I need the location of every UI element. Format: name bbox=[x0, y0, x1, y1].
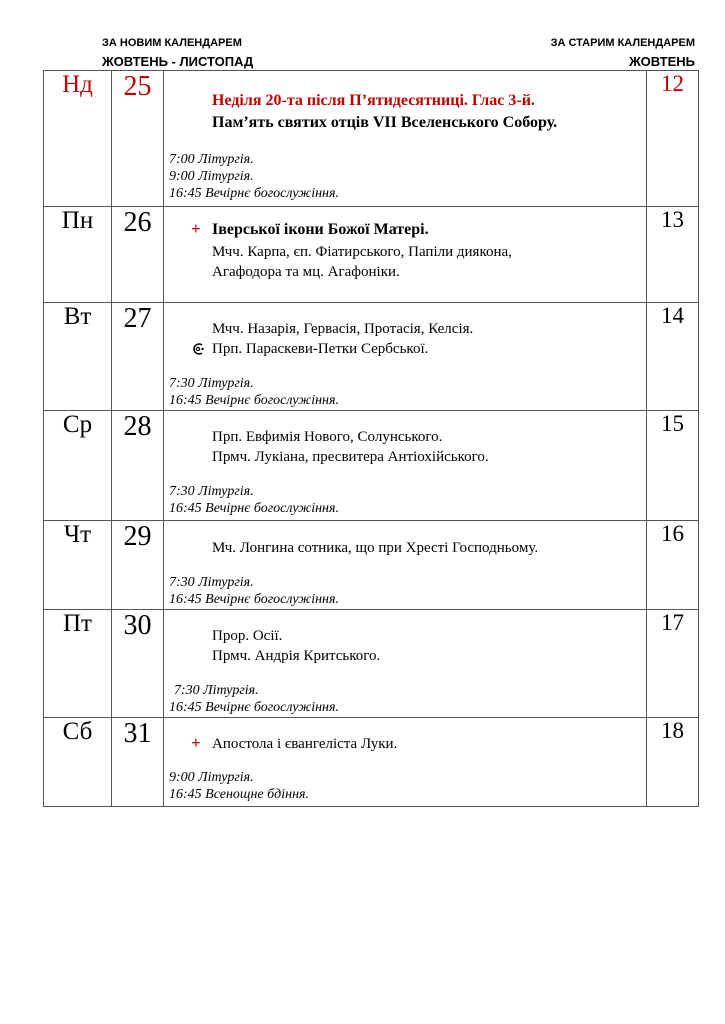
calendar-row bbox=[44, 303, 699, 411]
calendar-row bbox=[44, 521, 699, 610]
day-of-week: Ср bbox=[44, 411, 112, 521]
day-content bbox=[164, 521, 647, 610]
commemoration-line: Прп. Параскеви-Петки Сербської. bbox=[212, 341, 429, 357]
commemoration-line: Прп. Евфимія Нового, Солунського. bbox=[212, 429, 443, 445]
day-of-week: Пт bbox=[44, 610, 112, 718]
day-of-week: Чт bbox=[44, 521, 112, 610]
commemoration-line: Агафодора та мц. Агафоніки. bbox=[212, 264, 400, 280]
day-content bbox=[164, 303, 647, 411]
feast-commemoration: Пам’ять святих отців VII Вселенського Собору. bbox=[212, 114, 558, 131]
feast-cross-icon: + bbox=[191, 219, 201, 238]
commemoration-line: Прмч. Андрія Критського. bbox=[212, 648, 381, 664]
old-calendar-day: 14 bbox=[647, 303, 699, 411]
day-number: 31 bbox=[112, 718, 164, 807]
commemoration-line: Прор. Осії. bbox=[212, 628, 283, 644]
day-number: 25 bbox=[112, 71, 164, 207]
service-time: 16:45 Всенощне бдіння. bbox=[169, 787, 310, 802]
day-number: 26 bbox=[112, 207, 164, 303]
calendar-row bbox=[44, 610, 699, 718]
typikon-sign-icon bbox=[191, 342, 205, 356]
calendar-table bbox=[43, 70, 699, 807]
day-number: 29 bbox=[112, 521, 164, 610]
feast-title: Неділя 20-та після П’ятидесятниці. Глас 3-й. bbox=[212, 92, 535, 109]
old-calendar-day: 12 bbox=[647, 71, 699, 207]
feast-title: Іверської ікони Божої Матері. bbox=[212, 221, 429, 238]
day-of-week: Нд bbox=[44, 71, 112, 207]
new-calendar-months: ЖОВТЕНЬ - ЛИСТОПАД bbox=[102, 54, 254, 69]
commemoration-line: Мчч. Карпа, єп. Фіатирського, Папіли диякона, bbox=[212, 244, 512, 260]
calendar-row bbox=[44, 718, 699, 807]
day-content bbox=[164, 207, 647, 303]
old-calendar-day: 17 bbox=[647, 610, 699, 718]
day-content bbox=[164, 411, 647, 521]
day-of-week: Вт bbox=[44, 303, 112, 411]
day-content bbox=[164, 610, 647, 718]
day-content bbox=[164, 71, 647, 207]
service-time: 7:30 Літургія. bbox=[169, 484, 254, 499]
old-calendar-month: ЖОВТЕНЬ bbox=[629, 54, 695, 69]
new-calendar-label: ЗА НОВИМ КАЛЕНДАРЕМ bbox=[102, 37, 242, 49]
day-number: 30 bbox=[112, 610, 164, 718]
service-time: 7:00 Літургія. bbox=[169, 152, 254, 167]
day-of-week: Пн bbox=[44, 207, 112, 303]
service-time: 7:30 Літургія. bbox=[169, 376, 254, 391]
commemoration-line: Прмч. Лукіана, пресвитера Антіохійського. bbox=[212, 449, 489, 465]
calendar-row bbox=[44, 71, 699, 207]
old-calendar-day: 18 bbox=[647, 718, 699, 807]
commemoration-line: Мчч. Назарія, Гервасія, Протасія, Келсія. bbox=[212, 321, 474, 337]
day-number: 27 bbox=[112, 303, 164, 411]
day-content bbox=[164, 718, 647, 807]
calendar-row bbox=[44, 411, 699, 521]
calendar-row bbox=[44, 207, 699, 303]
old-calendar-day: 16 bbox=[647, 521, 699, 610]
service-time: 7:30 Літургія. bbox=[174, 683, 259, 698]
service-time: 16:45 Вечірнє богослужіння. bbox=[169, 186, 339, 201]
commemoration-line: Апостола і євангеліста Луки. bbox=[212, 736, 398, 752]
service-time: 16:45 Вечірнє богослужіння. bbox=[169, 592, 339, 607]
service-time: 16:45 Вечірнє богослужіння. bbox=[169, 501, 339, 516]
service-time: 16:45 Вечірнє богослужіння. bbox=[169, 700, 339, 715]
old-calendar-label: ЗА СТАРИМ КАЛЕНДАРЕМ bbox=[550, 37, 695, 49]
day-number: 28 bbox=[112, 411, 164, 521]
service-time: 16:45 Вечірнє богослужіння. bbox=[169, 393, 339, 408]
day-of-week: Сб bbox=[44, 718, 112, 807]
service-time: 9:00 Літургія. bbox=[169, 770, 254, 785]
old-calendar-day: 15 bbox=[647, 411, 699, 521]
service-time: 9:00 Літургія. bbox=[169, 169, 254, 184]
service-time: 7:30 Літургія. bbox=[169, 575, 254, 590]
feast-cross-icon: + bbox=[191, 733, 201, 752]
old-calendar-day: 13 bbox=[647, 207, 699, 303]
commemoration-line: Мч. Лонгина сотника, що при Хресті Господньому. bbox=[212, 540, 539, 556]
